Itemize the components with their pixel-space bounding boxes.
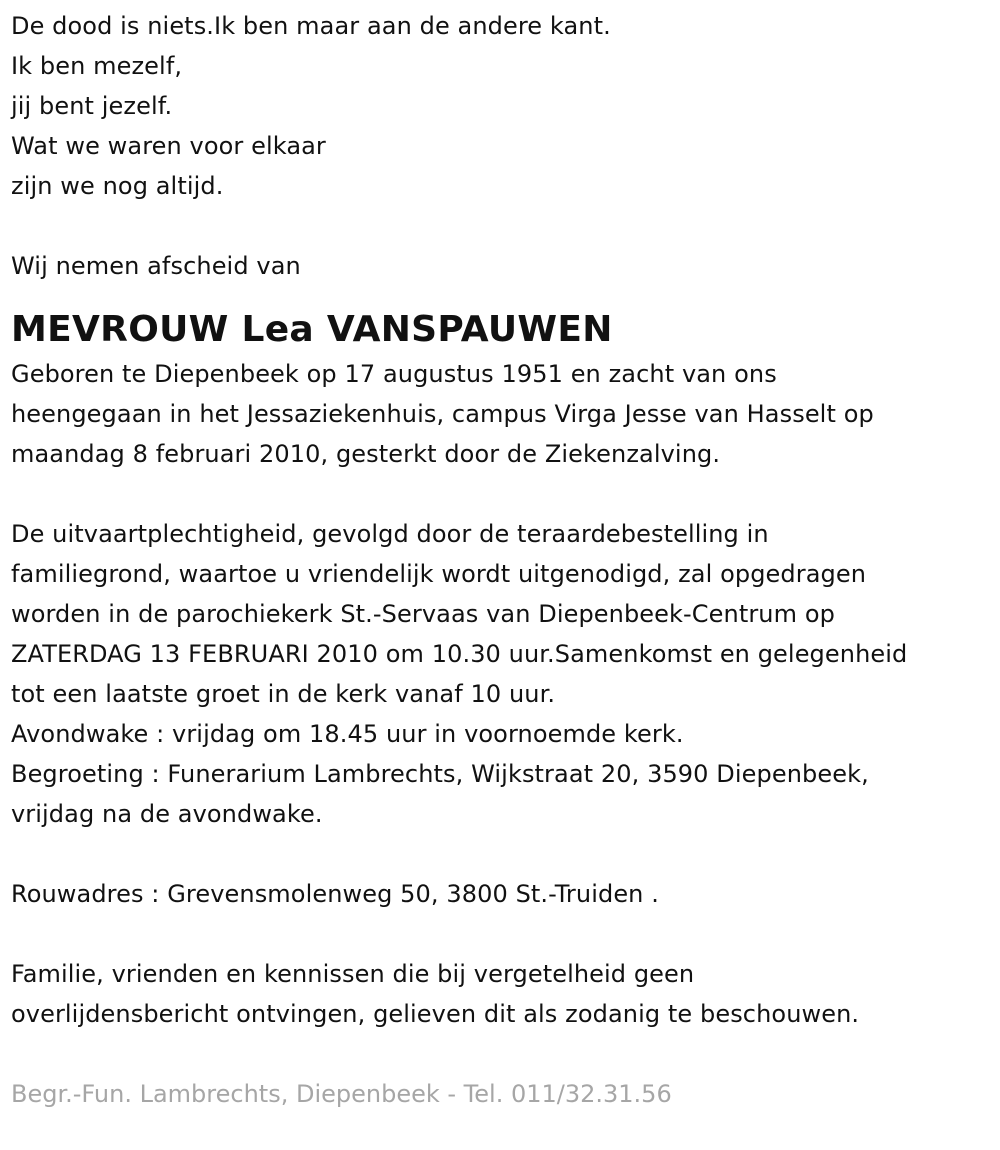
paragraph-line: maandag 8 februari 2010, gesterkt door de Ziekenzalving. — [11, 440, 721, 468]
poem-line: Wat we waren voor elkaar — [11, 132, 326, 160]
paragraph-line: Familie, vrienden en kennissen die bij vergetelheid geen — [11, 960, 695, 988]
poem-line: jij bent jezelf. — [11, 92, 173, 120]
paragraph-line: Geboren te Diepenbeek op 17 augustus 1951 en zacht van ons — [11, 360, 777, 388]
paragraph-line: overlijdensbericht ontvingen, gelieven dit als zodanig te beschouwen. — [11, 1000, 860, 1028]
obituary-notice — [11, 6, 991, 1114]
ceremony-paragraph — [11, 514, 991, 834]
spacer — [11, 1034, 991, 1074]
paragraph-line: tot een laatste groet in de kerk vanaf 10 uur. — [11, 680, 556, 708]
deceased-name: MEVROUW Lea VANSPAUWEN — [11, 309, 613, 350]
spacer — [11, 206, 991, 246]
spacer — [11, 914, 991, 954]
poem-line: zijn we nog altijd. — [11, 172, 224, 200]
paragraph-line: ZATERDAG 13 FEBRUARI 2010 om 10.30 uur.Samenkomst en gelegenheid — [11, 640, 908, 668]
greeting-info: Begroeting : Funerarium Lambrechts, Wijkstraat 20, 3590 Diepenbeek, — [11, 760, 869, 788]
greeting-info-cont: vrijdag na de avondwake. — [11, 800, 323, 828]
mourning-address: Rouwadres : Grevensmolenweg 50, 3800 St.-Truiden . — [11, 880, 659, 908]
funeral-home-footer: Begr.-Fun. Lambrechts, Diepenbeek - Tel. 011/32.31.56 — [11, 1080, 672, 1108]
birth-death-paragraph — [11, 354, 991, 474]
paragraph-line: familiegrond, waartoe u vriendelijk wordt uitgenodigd, zal opgedragen — [11, 560, 867, 588]
wake-info: Avondwake : vrijdag om 18.45 uur in voornoemde kerk. — [11, 720, 684, 748]
spacer — [11, 834, 991, 874]
poem-line: De dood is niets.Ik ben maar aan de andere kant. — [11, 12, 611, 40]
paragraph-line: De uitvaartplechtigheid, gevolgd door de teraardebestelling in — [11, 520, 769, 548]
poem-line: Ik ben mezelf, — [11, 52, 183, 80]
notice-paragraph — [11, 954, 991, 1034]
paragraph-line: heengegaan in het Jessaziekenhuis, campus Virga Jesse van Hasselt op — [11, 400, 874, 428]
paragraph-line: worden in de parochiekerk St.-Servaas van Diepenbeek-Centrum op — [11, 600, 835, 628]
spacer — [11, 474, 991, 514]
poem — [11, 6, 991, 206]
farewell-intro: Wij nemen afscheid van — [11, 252, 301, 280]
